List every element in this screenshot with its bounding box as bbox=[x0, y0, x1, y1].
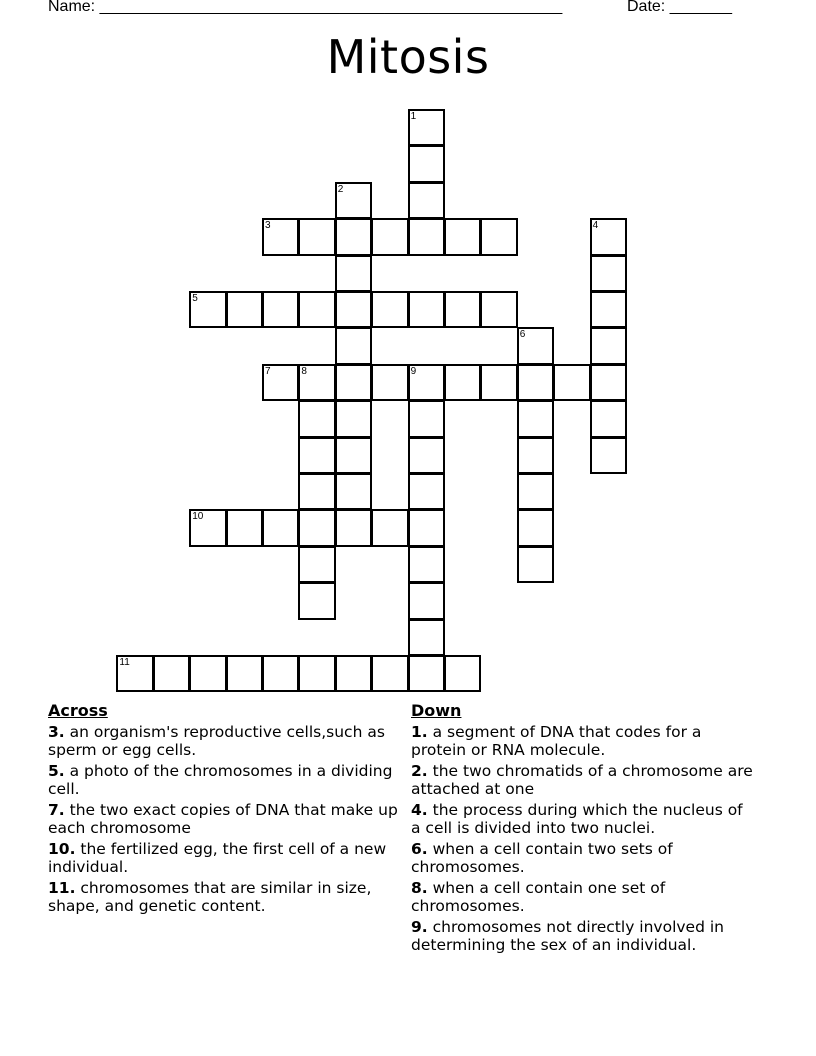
clue-text: chromosomes that are similar in size, shape, and genetic content. bbox=[48, 879, 372, 915]
clue-across-7 bbox=[48, 801, 398, 837]
crossword-cell[interactable] bbox=[371, 364, 408, 401]
cell-number: 8 bbox=[301, 365, 307, 377]
crossword-cell[interactable] bbox=[371, 291, 408, 328]
cell-number: 9 bbox=[410, 365, 417, 377]
crossword-cell[interactable] bbox=[408, 364, 445, 401]
crossword-cell[interactable] bbox=[226, 509, 263, 546]
crossword-cell[interactable] bbox=[480, 218, 517, 255]
crossword-cell[interactable] bbox=[590, 400, 627, 437]
crossword-cell[interactable] bbox=[298, 546, 335, 583]
crossword-cell[interactable] bbox=[408, 182, 445, 219]
cell-number: 1 bbox=[410, 111, 417, 122]
clue-text: the fertilized egg, the first cell of a new individual. bbox=[48, 840, 387, 876]
crossword-cell[interactable] bbox=[480, 291, 517, 328]
crossword-cell[interactable] bbox=[590, 327, 627, 364]
crossword-cell[interactable] bbox=[298, 400, 335, 437]
crossword-cell[interactable] bbox=[408, 145, 445, 182]
crossword-cell[interactable] bbox=[335, 400, 372, 437]
clue-text: an organism's reproductive cells,such as sperm or egg cells. bbox=[48, 723, 385, 759]
crossword-cell[interactable] bbox=[590, 291, 627, 328]
crossword-cell[interactable] bbox=[408, 509, 445, 546]
crossword-cell[interactable] bbox=[298, 364, 335, 401]
crossword-cell[interactable] bbox=[298, 582, 335, 619]
crossword-cell[interactable] bbox=[189, 655, 226, 692]
crossword-cell[interactable] bbox=[408, 473, 445, 510]
crossword-cell[interactable] bbox=[590, 218, 627, 255]
clue-text: when a cell contain two sets of chromosomes. bbox=[411, 840, 673, 876]
clue-number: 4. bbox=[411, 801, 428, 819]
crossword-cell[interactable] bbox=[335, 182, 372, 219]
crossword-cell[interactable] bbox=[408, 582, 445, 619]
clue-text: when a cell contain one set of chromosomes. bbox=[411, 879, 666, 915]
clue-down-2 bbox=[411, 762, 756, 798]
crossword-cell[interactable] bbox=[408, 546, 445, 583]
crossword-cell[interactable] bbox=[189, 509, 226, 546]
cell-number: 7 bbox=[265, 365, 271, 377]
crossword-cell[interactable] bbox=[298, 655, 335, 692]
name-field-label: Name: ____________________________________________________ bbox=[48, 0, 563, 15]
crossword-cell[interactable] bbox=[444, 291, 481, 328]
crossword-cell[interactable] bbox=[408, 619, 445, 656]
crossword-cell[interactable] bbox=[335, 327, 372, 364]
crossword-cell[interactable] bbox=[262, 218, 299, 255]
clue-across-3 bbox=[48, 723, 398, 759]
crossword-cell[interactable] bbox=[335, 255, 372, 292]
across-heading: Across bbox=[48, 701, 108, 720]
crossword-cell[interactable] bbox=[335, 218, 372, 255]
clue-down-4 bbox=[411, 801, 756, 837]
crossword-cell[interactable] bbox=[298, 291, 335, 328]
crossword-cell[interactable] bbox=[517, 437, 554, 474]
clue-across-10 bbox=[48, 840, 398, 876]
cell-number: 2 bbox=[337, 183, 344, 195]
crossword-cell[interactable] bbox=[371, 655, 408, 692]
clue-down-1 bbox=[411, 723, 756, 759]
clue-text: a segment of DNA that codes for a protein or RNA molecule. bbox=[411, 723, 702, 759]
down-heading: Down bbox=[411, 701, 462, 720]
crossword-cell[interactable] bbox=[116, 655, 153, 692]
clue-text: the two exact copies of DNA that make up each chromosome bbox=[48, 801, 398, 837]
crossword-cell[interactable] bbox=[226, 655, 263, 692]
crossword-cell[interactable] bbox=[226, 291, 263, 328]
crossword-cell[interactable] bbox=[335, 364, 372, 401]
crossword-cell[interactable] bbox=[517, 546, 554, 583]
crossword-cell[interactable] bbox=[517, 400, 554, 437]
clue-down-6 bbox=[411, 840, 756, 876]
clue-number: 2. bbox=[411, 762, 428, 780]
crossword-cell[interactable] bbox=[408, 437, 445, 474]
crossword-cell[interactable] bbox=[335, 291, 372, 328]
crossword-cell[interactable] bbox=[553, 364, 590, 401]
clue-number: 3. bbox=[48, 723, 65, 741]
across-clues bbox=[48, 701, 398, 918]
crossword-cell[interactable] bbox=[298, 218, 335, 255]
clue-number: 9. bbox=[411, 918, 428, 936]
cell-number: 3 bbox=[265, 220, 271, 232]
crossword-cell[interactable] bbox=[444, 218, 481, 255]
clue-text: the process during which the nucleus of a cell is divided into two nuclei. bbox=[411, 801, 743, 837]
crossword-cell[interactable] bbox=[262, 655, 299, 692]
clue-number: 10. bbox=[48, 840, 76, 858]
crossword-cell[interactable] bbox=[262, 364, 299, 401]
crossword-cell[interactable] bbox=[371, 218, 408, 255]
clue-number: 1. bbox=[411, 723, 428, 741]
page-title: Mitosis bbox=[326, 30, 490, 84]
crossword-cell[interactable] bbox=[335, 509, 372, 546]
crossword-cell[interactable] bbox=[590, 437, 627, 474]
crossword-cell[interactable] bbox=[262, 291, 299, 328]
crossword-cell[interactable] bbox=[335, 473, 372, 510]
cell-number: 5 bbox=[192, 293, 198, 304]
clue-text: chromosomes not directly involved in determining the sex of an individual. bbox=[411, 918, 724, 954]
clue-down-9 bbox=[411, 918, 756, 954]
crossword-cell[interactable] bbox=[444, 655, 481, 692]
crossword-cell[interactable] bbox=[517, 509, 554, 546]
clue-number: 11. bbox=[48, 879, 76, 897]
cell-number: 6 bbox=[519, 329, 526, 341]
crossword-cell[interactable] bbox=[408, 655, 445, 692]
crossword-cell[interactable] bbox=[371, 509, 408, 546]
cell-number: 10 bbox=[192, 511, 204, 523]
crossword-cell[interactable] bbox=[153, 655, 190, 692]
crossword-cell[interactable] bbox=[590, 364, 627, 401]
crossword-cell[interactable] bbox=[590, 255, 627, 292]
clue-across-5 bbox=[48, 762, 398, 798]
clue-down-8 bbox=[411, 879, 756, 915]
clue-text: the two chromatids of a chromosome are attached at one bbox=[411, 762, 753, 798]
crossword-cell[interactable] bbox=[517, 327, 554, 364]
clue-number: 7. bbox=[48, 801, 65, 819]
crossword-cell[interactable] bbox=[517, 473, 554, 510]
crossword-cell[interactable] bbox=[408, 400, 445, 437]
crossword-cell[interactable] bbox=[444, 364, 481, 401]
crossword-cell[interactable] bbox=[408, 109, 445, 146]
date-field-label: Date: _______ bbox=[627, 0, 732, 15]
down-clues bbox=[411, 701, 756, 957]
crossword-cell[interactable] bbox=[408, 291, 445, 328]
cell-number: 4 bbox=[592, 220, 599, 232]
cell-number: 11 bbox=[119, 657, 130, 668]
crossword-cell[interactable] bbox=[298, 509, 335, 546]
clue-number: 6. bbox=[411, 840, 428, 858]
clue-number: 8. bbox=[411, 879, 428, 897]
crossword-cell[interactable] bbox=[262, 509, 299, 546]
crossword-cell[interactable] bbox=[335, 437, 372, 474]
clue-across-11 bbox=[48, 879, 398, 915]
crossword-cell[interactable] bbox=[298, 473, 335, 510]
clue-text: a photo of the chromosomes in a dividing cell. bbox=[48, 762, 393, 798]
crossword-cell[interactable] bbox=[408, 218, 445, 255]
crossword-cell[interactable] bbox=[517, 364, 554, 401]
crossword-cell[interactable] bbox=[480, 364, 517, 401]
crossword-cell[interactable] bbox=[189, 291, 226, 328]
crossword-cell[interactable] bbox=[298, 437, 335, 474]
clue-number: 5. bbox=[48, 762, 65, 780]
crossword-cell[interactable] bbox=[335, 655, 372, 692]
